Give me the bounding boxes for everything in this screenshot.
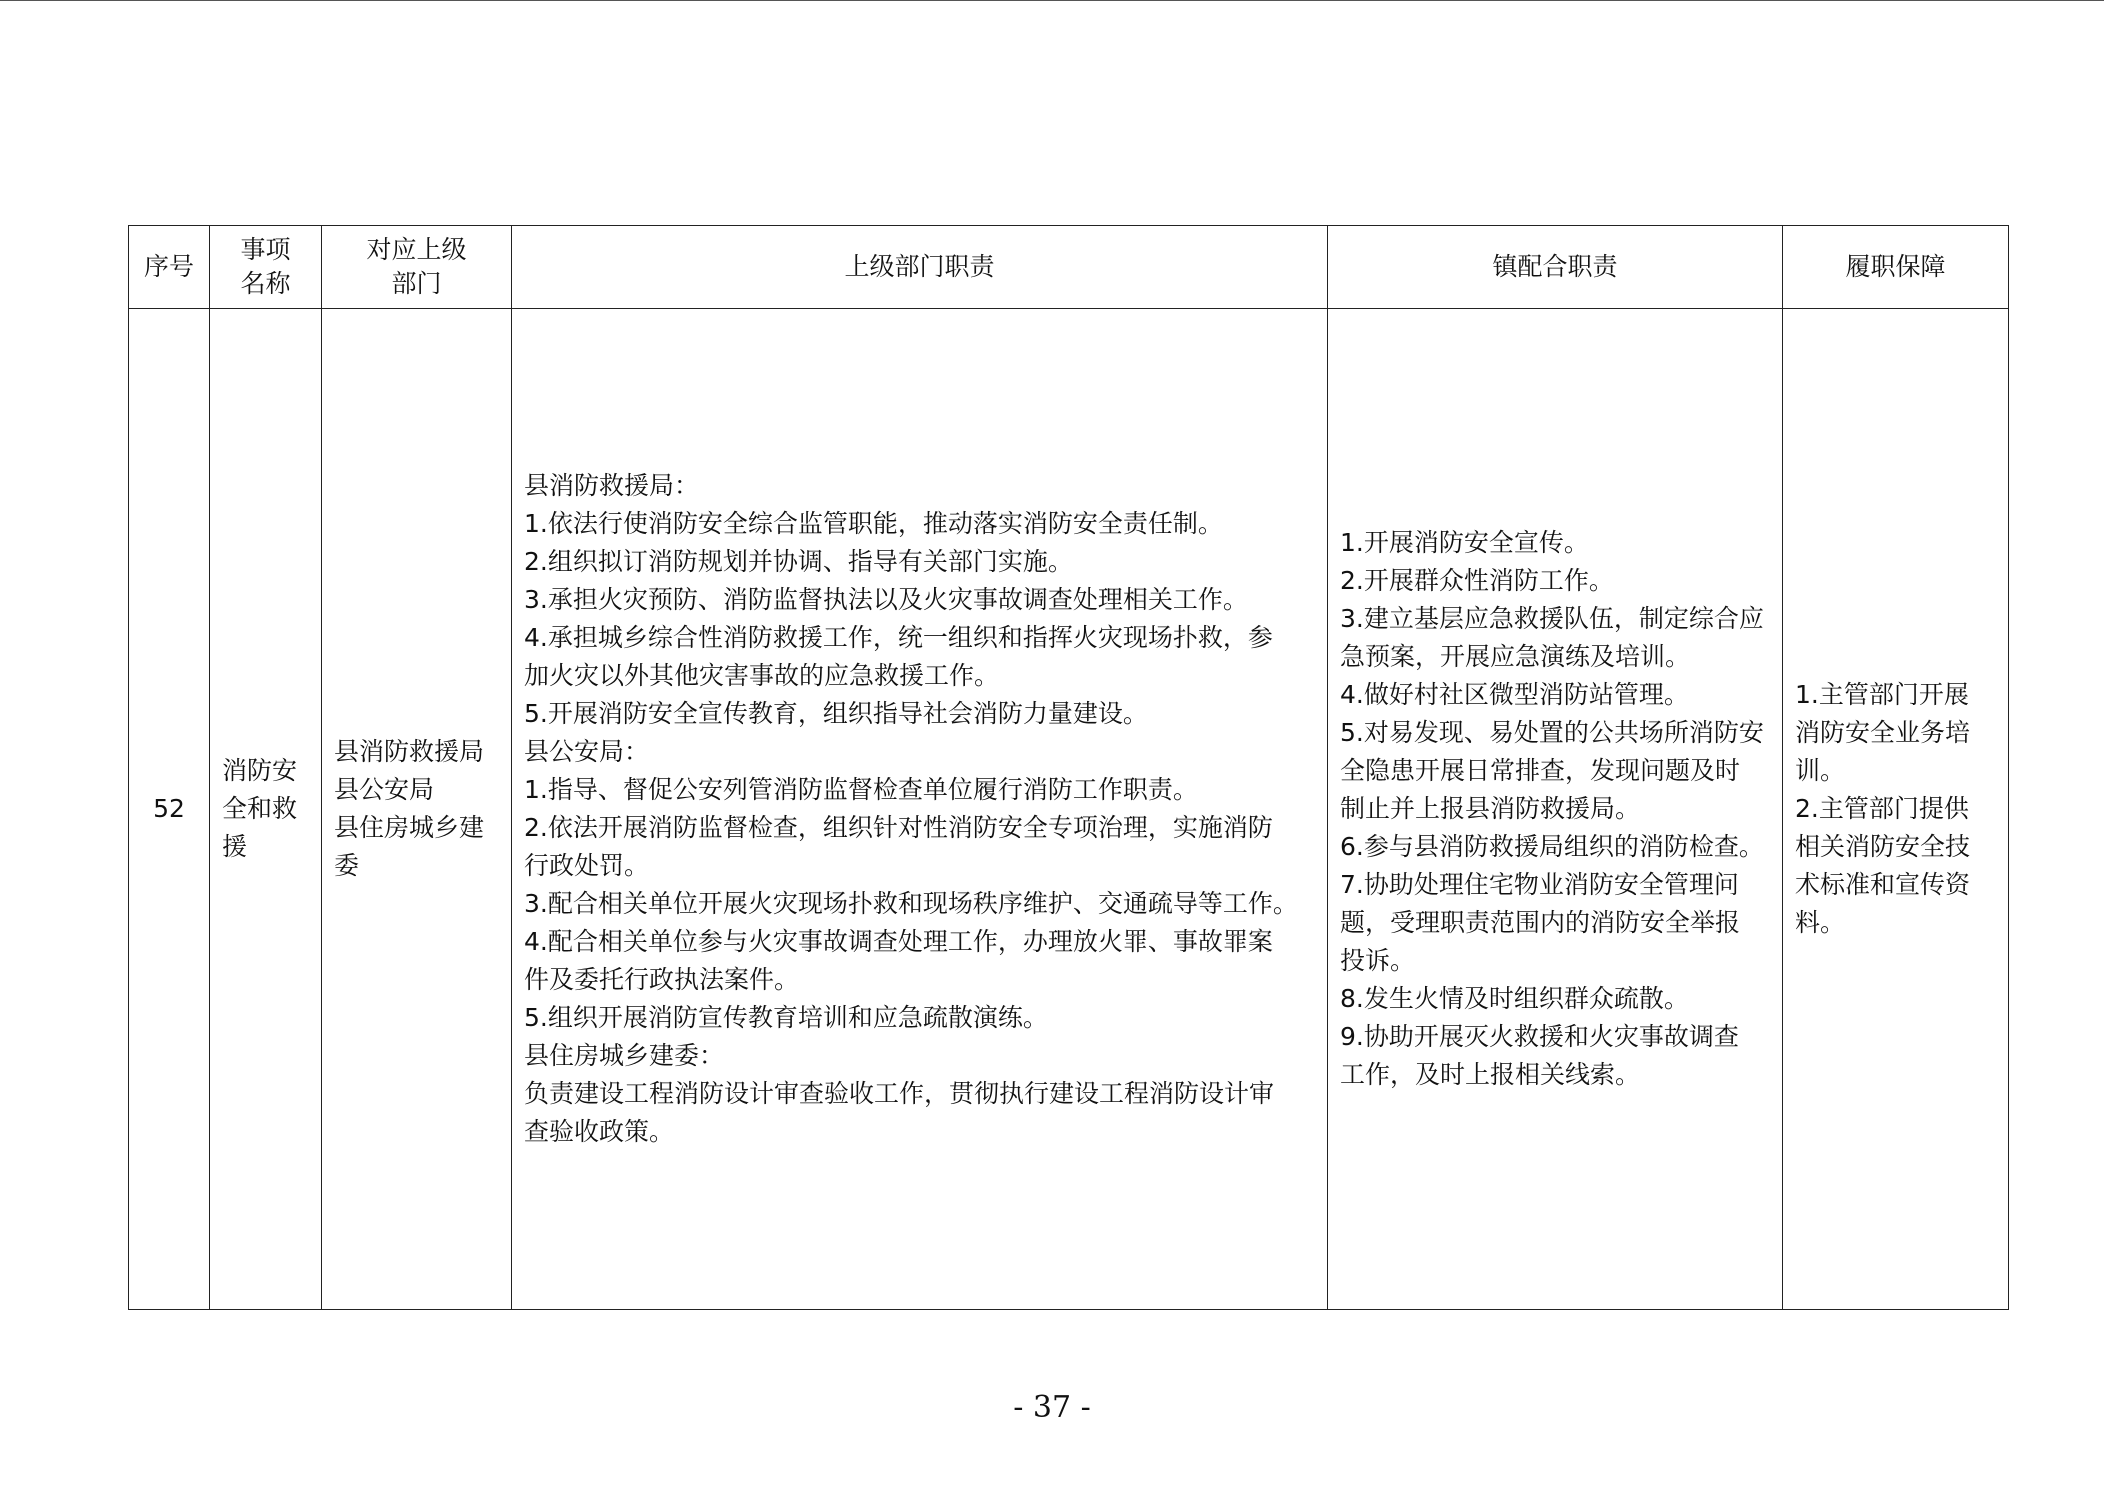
page-number: - 37 - xyxy=(1013,1390,1091,1425)
cell-item xyxy=(210,309,322,1310)
text-line: 7.协助处理住宅物业消防安全管理问 xyxy=(1340,870,1739,899)
header-item: 事项 名称 xyxy=(210,226,322,309)
text-line: 急预案，开展应急演练及培训。 xyxy=(1340,642,1691,671)
text-line: 县公安局 xyxy=(334,775,435,804)
text-line: 制止并上报县消防救援局。 xyxy=(1340,794,1641,823)
header-row xyxy=(129,226,2009,309)
text-line: 援 xyxy=(222,832,248,861)
text-line: 1.指导、督促公安列管消防监督检查单位履行消防工作职责。 xyxy=(524,775,1198,804)
text-line: 委 xyxy=(334,851,360,880)
responsibility-table xyxy=(128,225,2009,1310)
header-town: 镇配合职责 xyxy=(1328,226,1783,309)
header-duties: 上级部门职责 xyxy=(512,226,1328,309)
text-line: 相关消防安全技 xyxy=(1795,832,1971,861)
text-line: 8.发生火情及时组织群众疏散。 xyxy=(1340,984,1689,1013)
text-line: 县消防救援局 xyxy=(334,737,485,766)
header-seq: 序号 xyxy=(129,226,210,309)
text-line: 训。 xyxy=(1795,756,1846,785)
text-line: 件及委托行政执法案件。 xyxy=(524,965,800,994)
text-line: 9.协助开展灭火救援和火灾事故调查 xyxy=(1340,1022,1739,1051)
text-line: 消防安 xyxy=(222,756,298,785)
text-line: 查验收政策。 xyxy=(524,1117,675,1146)
text-line: 2.开展群众性消防工作。 xyxy=(1340,566,1614,595)
text-line: 加火灾以外其他灾害事故的应急救援工作。 xyxy=(524,661,1000,690)
text-line: 3.配合相关单位开展火灾现场扑救和现场秩序维护、交通疏导等工作。 xyxy=(524,889,1298,918)
text-line: 5.组织开展消防宣传教育培训和应急疏散演练。 xyxy=(524,1003,1048,1032)
cell-guarantee xyxy=(1783,309,2009,1310)
text-line: 县公安局： xyxy=(524,737,650,766)
text-line: 县住房城乡建 xyxy=(334,813,485,842)
text-line: 县消防救援局： xyxy=(524,471,700,500)
text-line: 料。 xyxy=(1795,908,1846,937)
header-dept: 对应上级 部门 xyxy=(322,226,512,309)
cell-dept xyxy=(322,309,512,1310)
text-line: 3.建立基层应急救援队伍，制定综合应 xyxy=(1340,604,1764,633)
text-line: 题，受理职责范围内的消防安全举报 xyxy=(1340,908,1741,937)
page-top-border xyxy=(0,0,2104,1)
text-line: 全和救 xyxy=(222,794,298,823)
text-line: 3.承担火灾预防、消防监督执法以及火灾事故调查处理相关工作。 xyxy=(524,585,1248,614)
cell-seq: 52 xyxy=(129,309,210,1310)
text-line: 2.主管部门提供 xyxy=(1795,794,1969,823)
text-line: 5.开展消防安全宣传教育，组织指导社会消防力量建设。 xyxy=(524,699,1148,728)
text-line: 1.主管部门开展 xyxy=(1795,680,1969,709)
text-line: 术标准和宣传资 xyxy=(1795,870,1971,899)
cell-town xyxy=(1328,309,1783,1310)
text-line: 4.配合相关单位参与火灾事故调查处理工作，办理放火罪、事故罪案 xyxy=(524,927,1273,956)
text-line: 行政处罚。 xyxy=(524,851,650,880)
text-line: 4.承担城乡综合性消防救援工作，统一组织和指挥火灾现场扑救，参 xyxy=(524,623,1273,652)
text-line: 4.做好村社区微型消防站管理。 xyxy=(1340,680,1689,709)
text-line: 全隐患开展日常排查，发现问题及时 xyxy=(1340,756,1741,785)
header-guarantee: 履职保障 xyxy=(1783,226,2009,309)
text-line: 2.组织拟订消防规划并协调、指导有关部门实施。 xyxy=(524,547,1073,576)
text-line: 投诉。 xyxy=(1340,946,1416,975)
table-row xyxy=(129,309,2009,1310)
text-line: 6.参与县消防救援局组织的消防检查。 xyxy=(1340,832,1764,861)
text-line: 县住房城乡建委： xyxy=(524,1041,725,1070)
text-line: 消防安全业务培 xyxy=(1795,718,1971,747)
text-line: 2.依法开展消防监督检查，组织针对性消防安全专项治理，实施消防 xyxy=(524,813,1273,842)
cell-duties xyxy=(512,309,1328,1310)
text-line: 负责建设工程消防设计审查验收工作，贯彻执行建设工程消防设计审 xyxy=(524,1079,1275,1108)
text-line: 1.依法行使消防安全综合监管职能，推动落实消防安全责任制。 xyxy=(524,509,1223,538)
text-line: 1.开展消防安全宣传。 xyxy=(1340,528,1589,557)
text-line: 5.对易发现、易处置的公共场所消防安 xyxy=(1340,718,1764,747)
text-line: 工作，及时上报相关线索。 xyxy=(1340,1060,1641,1089)
